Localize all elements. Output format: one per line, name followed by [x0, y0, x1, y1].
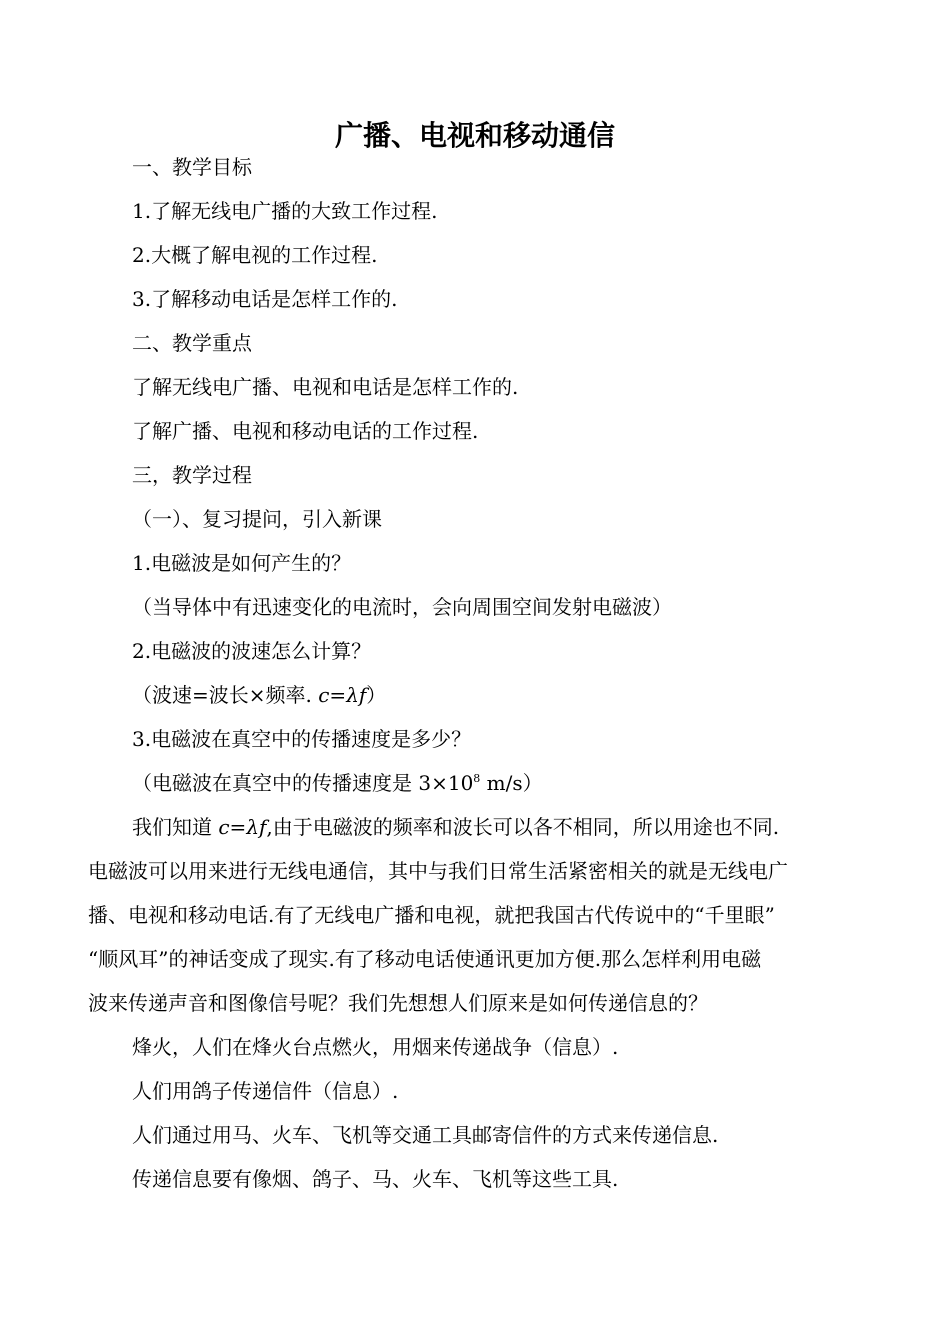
answer-1: （当导体中有迅速变化的电流时，会向周围空间发射电磁波） — [132, 595, 672, 619]
objective-item-3: 3.了解移动电话是怎样工作的. — [132, 287, 398, 311]
intro-paragraph-line: 波来传递声音和图像信号呢？我们先想想人们原来是如何传递信息的？ — [88, 991, 708, 1015]
subsection-heading-review: （一）、复习提问，引入新课 — [132, 507, 382, 531]
example-pigeon: 人们用鸽子传递信件（信息）. — [132, 1079, 399, 1103]
intro-rest: ,由于电磁波的频率和波长可以各不相同，所以用途也不同. — [266, 815, 780, 839]
answer-3-text: （电磁波在真空中的传播速度是 3×10 — [132, 771, 474, 795]
intro-lead: 我们知道 — [132, 815, 219, 839]
intro-paragraph-line: 播、电视和移动电话.有了无线电广播和电视，就把我国古代传说中的“千里眼” — [88, 903, 775, 927]
answer-3-unit: m/s） — [480, 771, 543, 795]
answer-2 — [132, 681, 386, 709]
example-tools: 传递信息要有像烟、鸽子、马、火车、飞机等这些工具. — [132, 1167, 619, 1191]
answer-2-close: ） — [366, 683, 387, 707]
answer-3 — [132, 769, 543, 797]
question-1: 1.电磁波是如何产生的？ — [132, 551, 352, 575]
key-point-2: 了解广播、电视和移动电话的工作过程. — [132, 419, 479, 443]
speed-exponent: 8 — [473, 772, 481, 785]
intro-paragraph-first-line — [132, 813, 779, 841]
answer-2-text: （波速=波长×频率. — [132, 683, 319, 707]
example-beacon-fire: 烽火，人们在烽火台点燃火，用烟来传递战争（信息）. — [132, 1035, 619, 1059]
objective-item-2: 2.大概了解电视的工作过程. — [132, 243, 378, 267]
question-2: 2.电磁波的波速怎么计算？ — [132, 639, 372, 663]
example-transport: 人们通过用马、火车、飞机等交通工具邮寄信件的方式来传递信息. — [132, 1123, 719, 1147]
section-heading-key-points: 二、教学重点 — [132, 331, 252, 355]
intro-paragraph-line: 电磁波可以用来进行无线电通信，其中与我们日常生活紧密相关的就是无线电广 — [88, 859, 788, 883]
objective-item-1: 1.了解无线电广播的大致工作过程. — [132, 199, 438, 223]
key-point-1: 了解无线电广播、电视和电话是怎样工作的. — [132, 375, 519, 399]
intro-paragraph-line: “顺风耳”的神话变成了现实.有了移动电话使通讯更加方便.那么怎样利用电磁 — [88, 947, 762, 971]
section-heading-objectives: 一、教学目标 — [132, 155, 252, 179]
intro-formula: c=λf — [218, 815, 267, 839]
page-title: 广播、电视和移动通信 — [334, 119, 615, 152]
wave-formula: c=λf — [318, 683, 367, 707]
question-3: 3.电磁波在真空中的传播速度是多少？ — [132, 727, 472, 751]
section-heading-process: 三，教学过程 — [132, 463, 252, 487]
